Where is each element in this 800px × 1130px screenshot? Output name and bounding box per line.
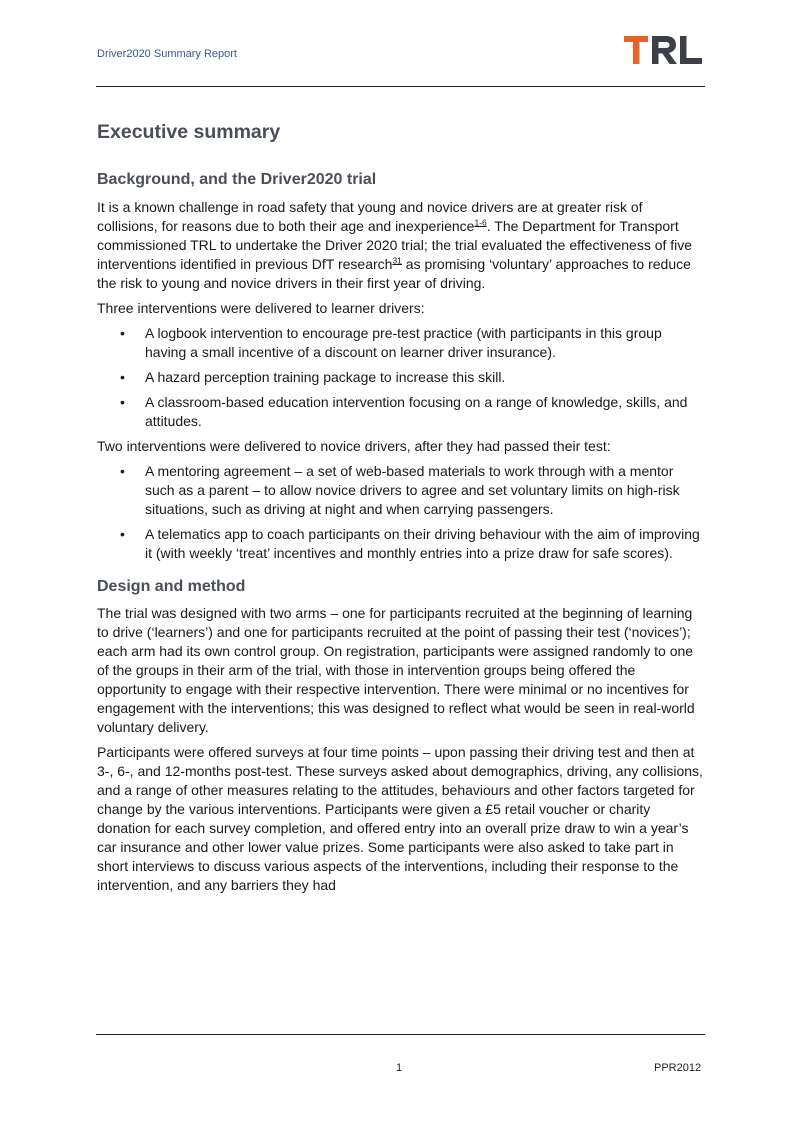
header-divider bbox=[96, 86, 705, 87]
bullet-icon: • bbox=[120, 369, 125, 385]
list-item bbox=[97, 393, 705, 431]
reference-link[interactable]: 31 bbox=[392, 255, 402, 266]
novice-interventions-list bbox=[97, 462, 705, 563]
list-item-text: A hazard perception training package to increase this skill. bbox=[145, 369, 506, 385]
list-item bbox=[97, 368, 705, 387]
list-item-text: A mentoring agreement – a set of web-based materials to work through with a mentor such as a parent – to allow novice drivers to agree and set voluntary limits on high-risk situations, such as driving at night and when carrying passengers. bbox=[145, 463, 680, 517]
bullet-icon: • bbox=[120, 394, 125, 410]
list-item-text: A telematics app to coach participants on their driving behaviour with the aim of improving it (with weekly ‘treat’ incentives and monthly entries into a prize draw for safe scores). bbox=[145, 526, 700, 561]
learner-interventions-list bbox=[97, 324, 705, 431]
design-paragraph-1: The trial was designed with two arms – one for participants recruited at the beginning of learning to drive (‘learners’) and one for participants recruited at the point of passing their test (‘novices’); each arm had its own control group. On registration, participants were assigned randomly to one of the groups in their arm of the trial, with those in intervention groups being offered the opportunity to engage with their respective intervention. There were minimal or no incentives for engagement with the interventions; this was designed to reflect what would be seen in real-world voluntary delivery. bbox=[97, 605, 695, 735]
text-run: . The Department for Transport commissioned TRL to undertake the Driver 2020 trial; the trial evaluated the effectiveness of five interventions identified in previous DfT research bbox=[97, 218, 693, 272]
learner-intro-paragraph: Three interventions were delivered to learner drivers: bbox=[97, 300, 425, 316]
background-paragraph bbox=[97, 198, 705, 293]
text-run: as promising ‘voluntary’ approaches to reduce the risk to young and novice drivers in their first year of driving. bbox=[97, 256, 691, 291]
page-content bbox=[97, 118, 705, 901]
list-item bbox=[97, 324, 705, 362]
list-item-text: A logbook intervention to encourage pre-test practice (with participants in this group having a small incentive of a discount on learner driver insurance). bbox=[145, 325, 662, 360]
design-paragraph-2: Participants were offered surveys at four time points – upon passing their driving test and then at 3-, 6-, and 12-months post-test. These surveys asked about demographics, driving, any collisions, and a range of other measures relating to the attitudes, behaviours and other factors targeted for change by the various interventions. Participants were given a £5 retail voucher or charity donation for each survey completion, and offered entry into an overall prize draw to win a year’s car insurance and other lower value prizes. Some participants were also asked to take part in short interviews to discuss various aspects of the interventions, including their response to the intervention, and any barriers they had bbox=[97, 744, 703, 893]
bullet-icon: • bbox=[120, 526, 125, 542]
novice-intro-paragraph: Two interventions were delivered to novice drivers, after they had passed their test: bbox=[97, 438, 611, 454]
section-heading-design: Design and method bbox=[97, 578, 246, 595]
bullet-icon: • bbox=[120, 463, 125, 479]
list-item bbox=[97, 525, 705, 563]
page-number: 1 bbox=[396, 1062, 403, 1074]
trl-logo bbox=[624, 33, 706, 67]
text-run: It is a known challenge in road safety that young and novice drivers are at greater risk of collisions, for reasons due to both their age and inexperience bbox=[97, 199, 643, 234]
bullet-icon: • bbox=[120, 325, 125, 341]
reference-link[interactable]: 1-6 bbox=[474, 217, 487, 228]
section-heading-background: Background, and the Driver2020 trial bbox=[97, 171, 377, 188]
list-item-text: A classroom-based education intervention focusing on a range of knowledge, skills, and attitudes. bbox=[145, 394, 688, 429]
footer-divider bbox=[96, 1034, 705, 1035]
document-code: PPR2012 bbox=[654, 1062, 702, 1074]
header-title: Driver2020 Summary Report bbox=[97, 48, 237, 60]
page-title: Executive summary bbox=[97, 121, 281, 143]
list-item bbox=[97, 462, 705, 519]
